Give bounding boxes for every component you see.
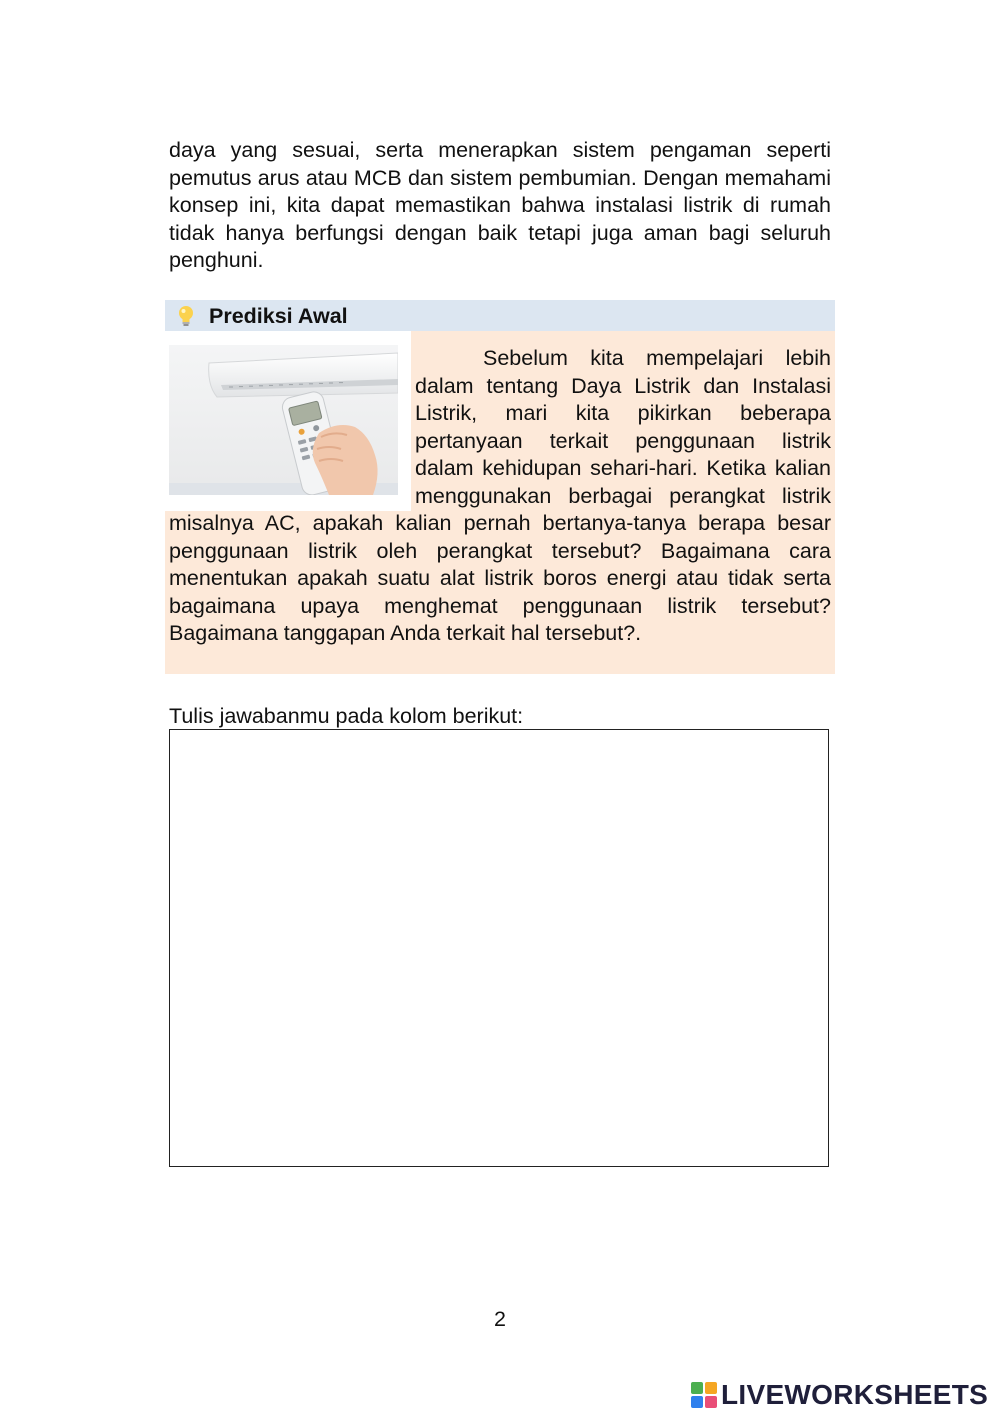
- liveworksheets-logo-icon: [691, 1382, 717, 1408]
- answer-label: Tulis jawabanmu pada kolom berikut:: [169, 704, 524, 728]
- brand-text: LIVEWORKSHEETS: [721, 1379, 989, 1410]
- prediksi-paragraph: [169, 345, 831, 648]
- prediksi-header: [165, 300, 835, 331]
- section-title: Prediksi Awal: [209, 304, 348, 328]
- page-number: 2: [494, 1307, 506, 1331]
- liveworksheets-brand[interactable]: [691, 1380, 988, 1410]
- answer-input[interactable]: [169, 729, 829, 1167]
- lightbulb-icon: [175, 304, 197, 328]
- prediksi-text: Sebelum kita mempelajari lebih dalam tentang Daya Listrik dan Instalasi Listrik, mari kita pikirkan beberapa pertanyaan terkait penggunaan listrik dalam kehidupan sehari-hari. Ketika kalian menggunakan berbagai perangkat listrik misalnya AC, apakah kalian pernah bertanya-tanya berapa besar penggunaan listrik oleh perangkat tersebut? Bagaimana cara menentukan apakah suatu alat listrik boros energi atau tidak serta bagaimana upaya menghemat penggunaan listrik tersebut? Bagaimana tanggapan Anda terkait hal tersebut?.: [169, 346, 831, 645]
- image-spacer: [169, 345, 415, 510]
- intro-paragraph: daya yang sesuai, serta menerapkan sistem pengaman seperti pemutus arus atau MCB dan sistem pembumian. Dengan memahami konsep ini, kita dapat memastikan bahwa instalasi listrik di rumah tidak hanya berfungsi dengan baik tetapi juga aman bagi seluruh penghuni.: [169, 138, 831, 272]
